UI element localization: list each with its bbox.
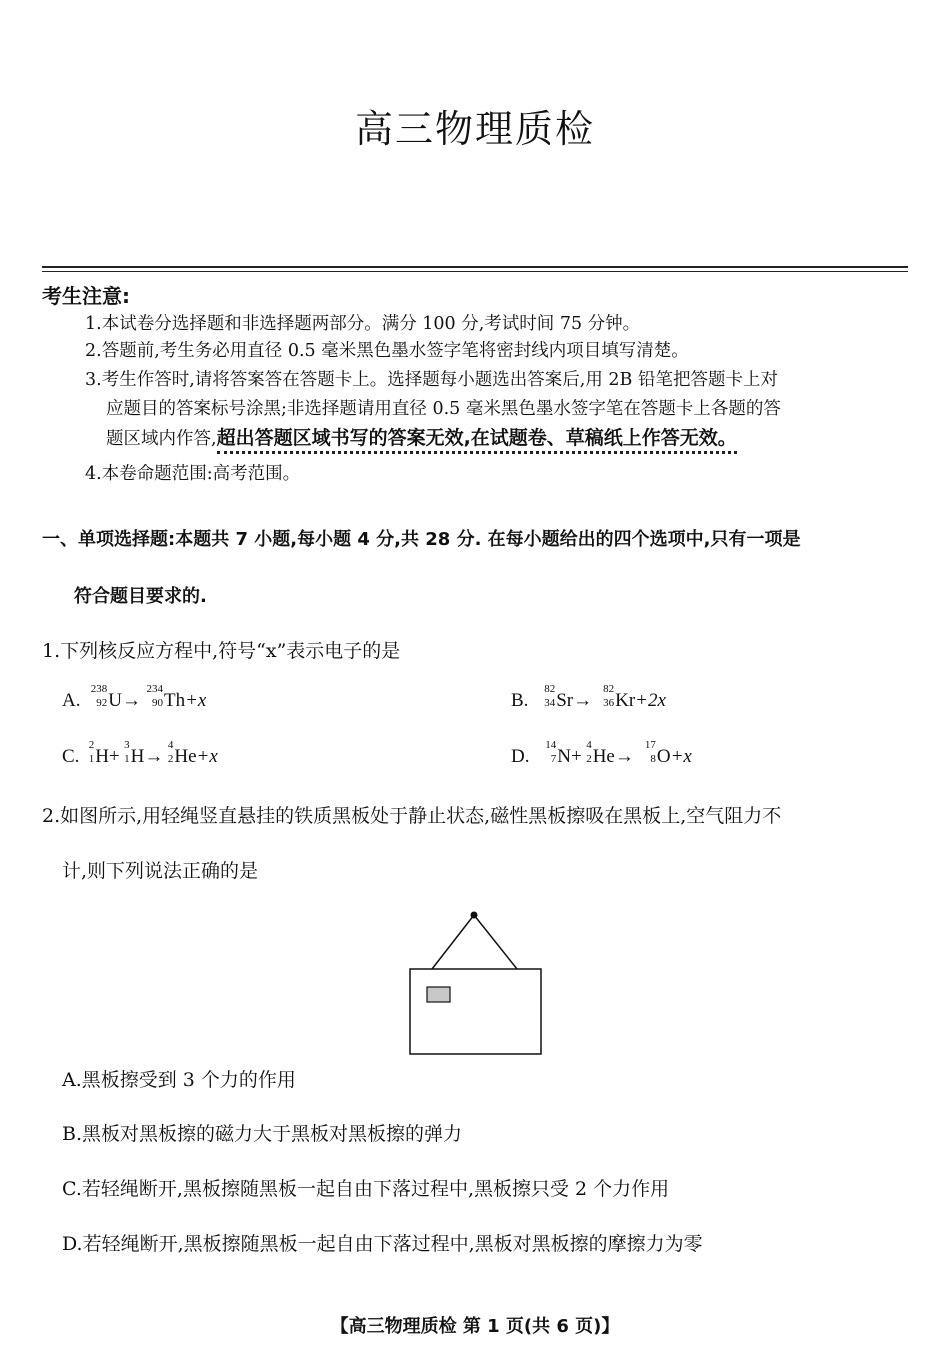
- arrow: →: [144, 746, 164, 767]
- q2-option-d: D.若轻绳断开,黑板擦随黑板一起自由下落过程中,黑板对黑板擦的摩擦力为零: [62, 1233, 703, 1255]
- element-symbol: H: [130, 746, 145, 767]
- question-2-stem-line-2: 计,则下列说法正确的是: [62, 860, 259, 882]
- q1-option-d: [511, 738, 692, 768]
- section-heading-line-2: 符合题目要求的.: [74, 586, 207, 607]
- notice-item-3-line-2: 应题目的答案标号涂黑;非选择题请用直径 0.5 毫米黑色墨水签字笔在答题卡上各题的答: [106, 399, 781, 419]
- q1-option-b: [511, 682, 666, 712]
- element-symbol: He: [592, 746, 615, 767]
- top-divider: [42, 266, 908, 268]
- mass-number: 2: [88, 738, 95, 751]
- element-symbol: Th: [163, 690, 186, 711]
- element-symbol: N: [557, 746, 571, 767]
- rope-left: [432, 915, 474, 969]
- atomic-number: 36: [603, 696, 615, 709]
- mass-number: 17: [644, 738, 656, 751]
- arrow: →: [614, 746, 634, 767]
- product-term: +x: [185, 690, 207, 711]
- mass-number: 238: [90, 682, 108, 695]
- page-footer: 【高三物理质检 第 1 页(共 6 页)】: [330, 1316, 620, 1337]
- rope-right: [474, 915, 517, 969]
- notice-heading: 考生注意:: [42, 284, 130, 308]
- option-letter: A.: [62, 690, 81, 711]
- notice-item-2: 2.答题前,考生务必用直径 0.5 毫米黑色墨水签字笔将密封线内项目填写清楚。: [85, 341, 689, 361]
- option-letter: C.: [62, 746, 80, 767]
- page-title: 高三物理质检: [354, 107, 595, 151]
- plus-sign: +: [108, 746, 120, 767]
- section-heading-line-1: 一、单项选择题:本题共 7 小题,每小题 4 分,共 28 分. 在每小题给出的四个选项中,只有一项是: [42, 529, 801, 550]
- plus-sign: +: [570, 746, 582, 767]
- q2-option-c: C.若轻绳断开,黑板擦随黑板一起自由下落过程中,黑板擦只受 2 个力作用: [62, 1178, 670, 1200]
- question-2-stem-line-1: 2.如图所示,用轻绳竖直悬挂的铁质黑板处于静止状态,磁性黑板擦吸在黑板上,空气阻力不: [42, 805, 782, 827]
- product-term: +2x: [635, 690, 666, 711]
- notice-item-4: 4.本卷命题范围:高考范围。: [85, 464, 301, 484]
- notice-item-3-plain: 题区域内作答,: [106, 429, 217, 449]
- atomic-number: 7: [550, 752, 557, 765]
- mass-number: 3: [124, 738, 130, 751]
- product-term: +x: [196, 746, 218, 767]
- mass-number: 82: [544, 682, 556, 695]
- element-symbol: Kr: [615, 690, 636, 711]
- mass-number: 82: [603, 682, 615, 695]
- q2-option-b: B.黑板对黑板擦的磁力大于黑板对黑板擦的弹力: [62, 1123, 463, 1145]
- element-symbol: U: [108, 690, 122, 711]
- q1-option-c: [62, 738, 218, 768]
- q2-option-a: A.黑板擦受到 3 个力的作用: [62, 1069, 296, 1091]
- mass-number: 4: [167, 738, 174, 751]
- notice-item-3-line-1: 3.考生作答时,请将答案答在答题卡上。选择题每小题选出答案后,用 2B 铅笔把答题卡上对: [85, 370, 778, 390]
- question-1-stem: 1.下列核反应方程中,符号“x”表示电子的是: [42, 640, 401, 662]
- notice-item-1: 1.本试卷分选择题和非选择题两部分。满分 100 分,考试时间 75 分钟。: [85, 314, 641, 334]
- option-letter: B.: [511, 690, 529, 711]
- mass-number: 14: [545, 738, 557, 751]
- atomic-number: 1: [88, 752, 95, 765]
- mass-number: 234: [146, 682, 163, 695]
- atomic-number: 2: [167, 752, 174, 765]
- eraser: [427, 987, 450, 1002]
- nail-point: [471, 912, 478, 919]
- atomic-number: 2: [586, 752, 592, 765]
- atomic-number: 34: [544, 696, 556, 709]
- top-divider-thin: [42, 271, 908, 272]
- option-letter: D.: [511, 746, 530, 767]
- notice-emphasis: 超出答题区域书写的答案无效,在试题卷、草稿纸上作答无效。: [217, 427, 737, 454]
- product-term: +x: [670, 746, 692, 767]
- atomic-number: 8: [650, 752, 656, 765]
- blackboard: [410, 969, 541, 1054]
- mass-number: 4: [586, 738, 592, 751]
- atomic-number: 90: [151, 696, 163, 709]
- arrow: →: [121, 690, 141, 711]
- element-symbol: O: [656, 746, 671, 767]
- atomic-number: 1: [124, 752, 130, 765]
- blackboard-figure: [400, 905, 550, 1060]
- atomic-number: 92: [96, 696, 108, 709]
- element-symbol: Sr: [556, 690, 574, 711]
- element-symbol: H: [95, 746, 109, 767]
- notice-item-3-line-3: [106, 424, 737, 453]
- q1-option-a: [62, 682, 207, 712]
- element-symbol: He: [174, 746, 197, 767]
- arrow: →: [573, 690, 593, 711]
